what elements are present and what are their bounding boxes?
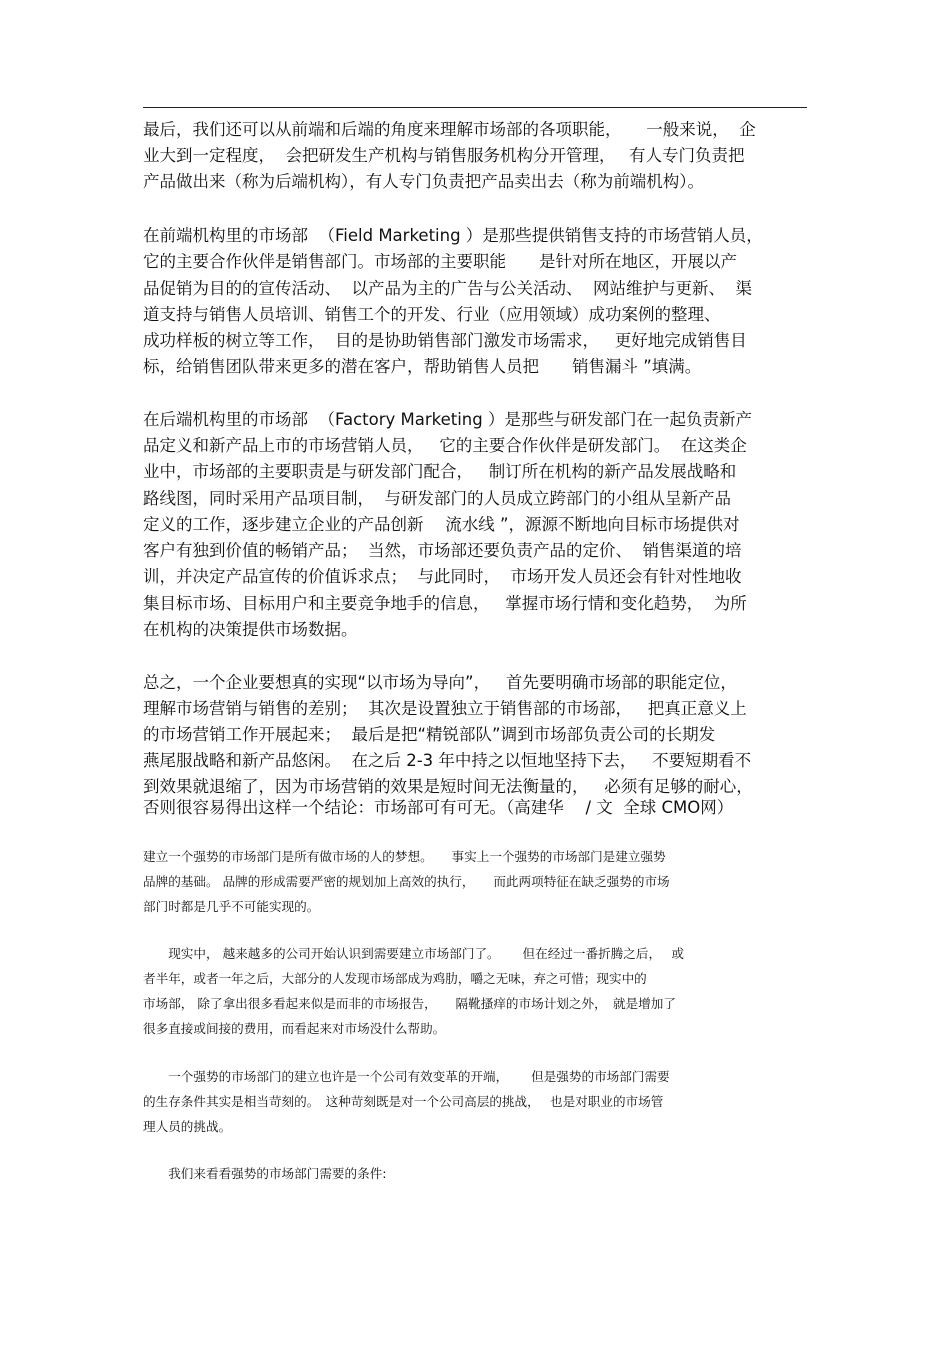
paragraph-line: 一个强势的市场部门的建立也许是一个公司有效变革的开端， 但是强势的市场部门需要	[143, 1069, 670, 1084]
paragraph-line: 最后，我们还可以从前端和后端的角度来理解市场部的各项职能， 一般来说， 企	[143, 120, 756, 139]
paragraph-line: 标，给销售团队带来更多的潜在客户，帮助销售人员把 销售漏斗 ”填满。	[143, 357, 702, 376]
paragraph-line: 很多直接或间接的费用，而看起来对市场没什么帮助。	[143, 1021, 446, 1036]
paragraph-line: 理人员的挑战。	[143, 1119, 232, 1134]
paragraph-line: 路线图，同时采用产品项目制， 与研发部门的人员成立跨部门的小组从呈新产品	[143, 489, 731, 508]
paragraph-line: 业大到一定程度， 会把研发生产机构与销售服务机构分开管理， 有人专门负责把	[143, 146, 745, 165]
paragraph-line: 燕尾服战略和新产品悠闲。 在之后 2-3 年中持之以恒地坚持下去， 不要短期看不	[143, 751, 752, 770]
paragraph-line: 建立一个强势的市场部门是所有做市场的人的梦想。 事实上一个强势的市场部门是建立强势	[143, 849, 666, 864]
paragraph-line: 否则很容易得出这样一个结论：市场部可有可无。（高建华 / 文 全球 CMO网）	[143, 798, 734, 817]
paragraph-line: 总之，一个企业要想真的实现“以市场为导向”， 首先要明确市场部的职能定位，	[143, 673, 737, 692]
paragraph-line: 理解市场营销与销售的差别； 其次是设置独立于销售部的市场部， 把真正意义上	[143, 699, 747, 718]
paragraph-line: 业中，市场部的主要职责是与研发部门配合， 制订所在机构的新产品发展战略和	[143, 462, 737, 481]
paragraph-line: 定义的工作，逐步建立企业的产品创新 流水线 ”，源源不断地向目标市场提供对	[143, 515, 740, 534]
paragraph-line: 品牌的基础。 品牌的形成需要严密的规划加上高效的执行， 而此两项特征在缺乏强势的市场	[143, 874, 670, 889]
paragraph-line: 集目标市场、目标用户和主要竞争地手的信息， 掌握市场行情和变化趋势， 为所	[143, 594, 747, 613]
header-rule	[143, 107, 807, 108]
paragraph-line: 成功样板的树立等工作， 目的是协助销售部门激发市场需求， 更好地完成销售目	[143, 331, 747, 350]
paragraph-line: 在后端机构里的市场部 （Factory Marketing ）是那些与研发部门在一起负责新产	[143, 410, 752, 429]
paragraph-line: 我们来看看强势的市场部门需要的条件:	[143, 1166, 387, 1181]
paragraph-line: 者半年，或者一年之后，大部分的人发现市场部成为鸡肋，嚼之无味，弃之可惜；现实中的	[143, 971, 647, 986]
paragraph-line: 到效果就退缩了，因为市场营销的效果是短时间无法衡量的， 必须有足够的耐心，	[143, 777, 753, 796]
paragraph-line: 产品做出来（称为后端机构），有人专门负责把产品卖出去（称为前端机构）。	[143, 172, 704, 191]
paragraph-line: 部门时都是几乎不可能实现的。	[143, 899, 320, 914]
paragraph-line: 道支持与销售人员培训、销售工个的开发、行业（应用领域）成功案例的整理、	[143, 305, 721, 324]
paragraph-line: 训，并决定产品宣传的价值诉求点； 与此同时， 市场开发人员还会有针对性地收	[143, 567, 742, 586]
paragraph-line: 的市场营销工作开展起来； 最后是把“精锐部队”调到市场部负责公司的长期发	[143, 725, 716, 744]
paragraph-line: 品促销为目的的宣传活动、 以产品为主的广告与公关活动、 网站维护与更新、 渠	[143, 279, 752, 298]
paragraph-line: 它的主要合作伙伴是销售部门。市场部的主要职能 是针对所在地区，开展以产	[143, 252, 737, 271]
paragraph-line: 客户有独到价值的畅销产品； 当然，市场部还要负责产品的定价、 销售渠道的培	[143, 541, 742, 560]
paragraph-line: 现实中， 越来越多的公司开始认识到需要建立市场部门了。 但在经过一番折腾之后， 或	[143, 946, 684, 961]
paragraph-line: 在前端机构里的市场部 （Field Marketing ）是那些提供销售支持的市场营销人员，	[143, 226, 763, 245]
paragraph-line: 的生存条件其实是相当苛刻的。 这种苛刻既是对一个公司高层的挑战， 也是对职业的市场管	[143, 1094, 664, 1109]
paragraph-line: 市场部， 除了拿出很多看起来似是而非的市场报告， 隔靴搔痒的市场计划之外， 就是增加了	[143, 996, 676, 1011]
paragraph-line: 品定义和新产品上市的市场营销人员， 它的主要合作伙伴是研发部门。 在这类企	[143, 436, 747, 455]
paragraph-line: 在机构的决策提供市场数据。	[143, 620, 358, 639]
